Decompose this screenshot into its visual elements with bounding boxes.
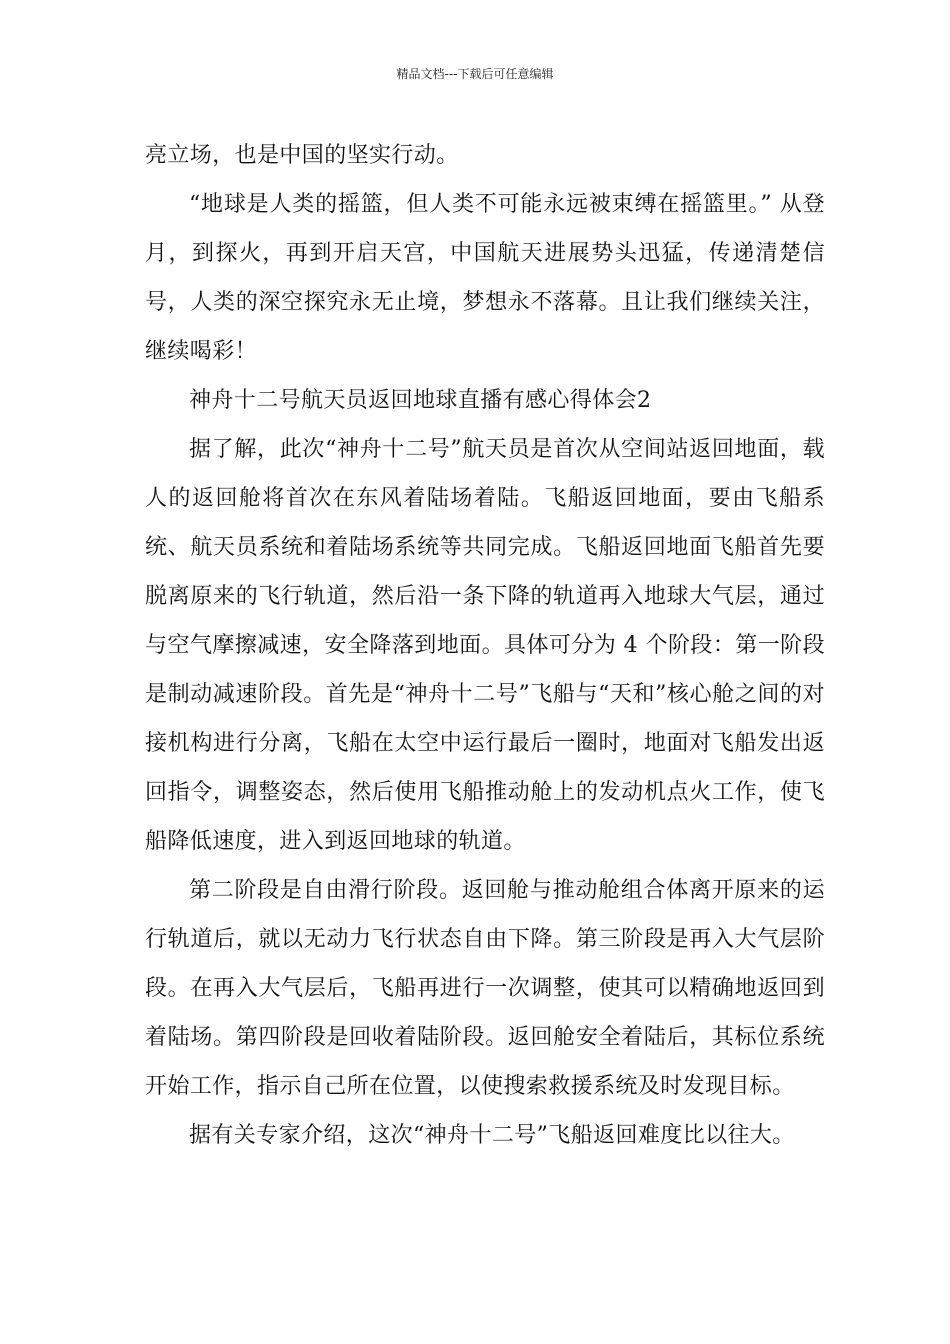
paragraph-1: 亮立场，也是中国的坚实行动。 (145, 143, 459, 168)
paragraph-3: 据了解，此次“神舟十二号”航天员是首次从空间站返回地面，载人的返回舱将首次在东风着陆场着陆。飞船返回地面，要由飞船系统、航天员系统和着陆场系统等共同完成。飞船返回地面飞船首先要脱离原来的飞行轨道，然后沿一条下降的轨道再入地球大气层，通过与空气摩擦减速，安全降落到地面。具体可分为 4 个阶段：第一阶段是制动减速阶段。首先是“神舟十二号”飞船与“天和”核心舱之间的对接机构进行分离，飞船在太空中运行最后一圈时，地面对飞船发出返回指令，调整姿态，然后使用飞船推动舱上的发动机点火工作，使飞船降低速度，进入到返回地球的轨道。 (145, 437, 825, 854)
section-heading: 神舟十二号航天员返回地球直播有感心得体会2 (189, 388, 652, 413)
document-body (145, 131, 825, 1160)
paragraph-5: 据有关专家介绍，这次“神舟十二号”飞船返回难度比以往大。 (189, 1123, 795, 1148)
page-header: 精品文档---下载后可任意编辑 (396, 67, 554, 81)
paragraph-4: 第二阶段是自由滑行阶段。返回舱与推动舱组合体离开原来的运行轨道后，就以无动力飞行状态自由下降。第三阶段是再入大气层阶段。在再入大气层后，飞船再进行一次调整，使其可以精确地返回到着陆场。第四阶段是回收着陆阶段。返回舱安全着陆后，其标位系统开始工作，指示自己所在位置，以使搜索救援系统及时发现目标。 (145, 878, 825, 1099)
paragraph-2: “地球是人类的摇篮，但人类不可能永远被束缚在摇篮里。” 从登月，到探火，再到开启天宫，中国航天进展势头迅猛，传递清楚信号，人类的深空探究永无止境，梦想永不落幕。且让我们继续关注，继续喝彩！ (145, 192, 825, 364)
